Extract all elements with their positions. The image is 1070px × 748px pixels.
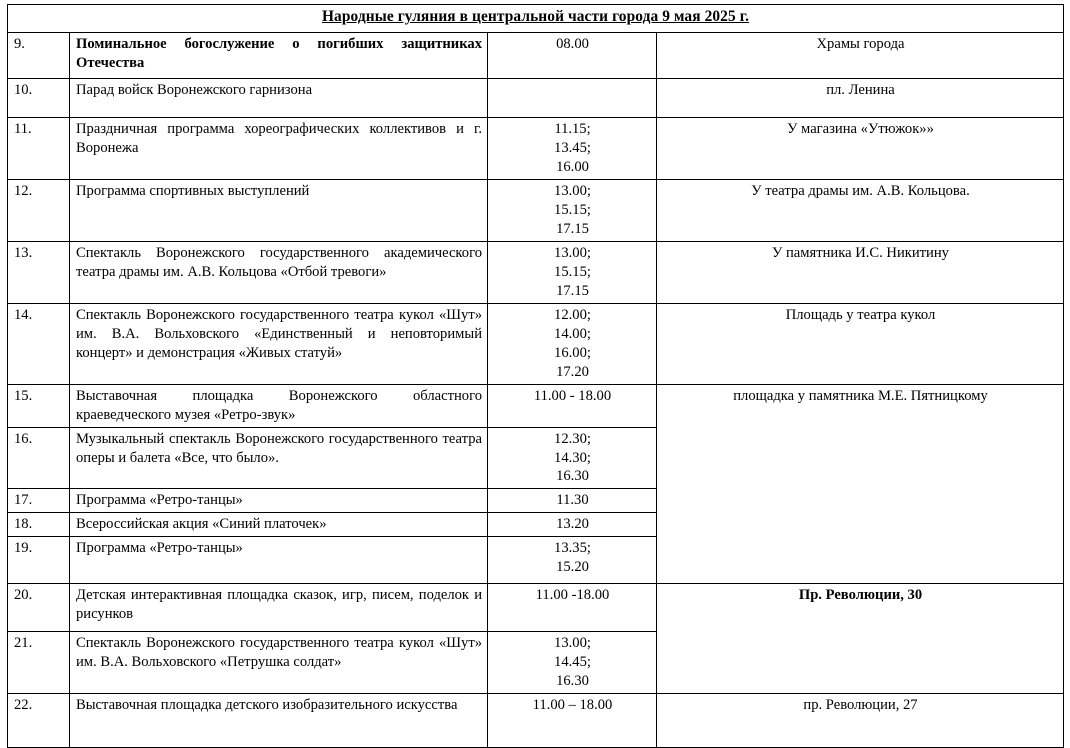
time-value: 15.20	[556, 559, 589, 576]
row-number-cell: 21.	[8, 632, 70, 694]
table-body	[8, 5, 1064, 33]
event-times-cell	[488, 79, 657, 118]
time-value: 11.00 – 18.00	[532, 697, 613, 714]
time-value: 17.20	[556, 363, 589, 380]
time-value: 13.00;	[554, 244, 591, 261]
row-number-cell: 18.	[8, 513, 70, 537]
table-row	[8, 694, 1064, 748]
event-description-cell: Спектакль Воронежского государственного академического театра драмы им. А.В. Кольцова «Отбой тревоги»	[70, 241, 488, 303]
time-value: 08.00	[556, 36, 589, 52]
event-description-cell: Поминальное богослужение о погибших защитниках Отечества	[70, 33, 488, 79]
time-value: 14.00;	[554, 325, 591, 342]
time-value: 14.30;	[554, 449, 591, 466]
table-row	[8, 384, 1064, 427]
table-row	[8, 118, 1064, 180]
time-value: 15.15;	[554, 201, 591, 218]
event-description-cell: Выставочная площадка детского изобразительного искусства	[70, 694, 488, 748]
time-value: 15.15;	[554, 263, 591, 280]
row-number-cell: 17.	[8, 489, 70, 513]
time-value: 12.30;	[554, 430, 591, 447]
event-location-cell: пл. Ленина	[657, 79, 1064, 118]
time-value: 11.00 - 18.00	[533, 387, 612, 404]
table-row	[8, 179, 1064, 241]
time-value: 11.30	[556, 492, 589, 509]
row-number-cell: 15.	[8, 384, 70, 427]
event-times-cell	[488, 632, 657, 694]
event-description-cell: Программа «Ретро-танцы»	[70, 489, 488, 513]
time-value: 11.00 -18.00	[535, 587, 610, 604]
event-location-cell: Пр. Революции, 30	[657, 584, 1064, 694]
time-value: 13.35;	[554, 540, 591, 557]
time-value: 12.00;	[554, 306, 591, 323]
time-value: 14.45;	[554, 654, 591, 671]
row-number-cell: 22.	[8, 694, 70, 748]
event-times-cell	[488, 537, 657, 584]
event-description-cell: Праздничная программа хореографических коллективов и г. Воронежа	[70, 118, 488, 180]
event-times-cell	[488, 694, 657, 748]
event-location-cell: У театра драмы им. А.В. Кольцова.	[657, 179, 1064, 241]
time-value: 13.00;	[554, 182, 591, 199]
event-location-cell: площадка у памятника М.Е. Пятницкому	[657, 384, 1064, 584]
event-description-cell: Программа «Ретро-танцы»	[70, 537, 488, 584]
time-value: 16.30	[556, 673, 589, 690]
title-row	[8, 5, 1064, 33]
table-row	[8, 584, 1064, 632]
event-description-cell: Музыкальный спектакль Воронежского государственного театра оперы и балета «Все, что было».	[70, 427, 488, 489]
event-description-cell: Программа спортивных выступлений	[70, 179, 488, 241]
row-number-cell: 16.	[8, 427, 70, 489]
event-description-cell: Парад войск Воронежского гарнизона	[70, 79, 488, 118]
document-title-cell	[8, 5, 1064, 33]
event-location-cell: Храмы города	[657, 33, 1064, 79]
event-description-cell: Всероссийская акция «Синий платочек»	[70, 513, 488, 537]
event-location-cell: У памятника И.С. Никитину	[657, 241, 1064, 303]
event-times-cell	[488, 303, 657, 384]
event-times-cell	[488, 384, 657, 427]
event-description-cell: Спектакль Воронежского государственного театра кукол «Шут» им. В.А. Вольховского «Петрушка солдат»	[70, 632, 488, 694]
time-value: 11.15;	[554, 121, 591, 137]
event-times-cell	[488, 33, 657, 79]
event-times-cell	[488, 489, 657, 513]
row-number-cell: 14.	[8, 303, 70, 384]
events-schedule-table	[7, 4, 1064, 748]
time-value: 13.00;	[554, 635, 591, 652]
time-value: 16.00	[556, 158, 589, 175]
event-location-cell: У магазина «Утюжок»»	[657, 118, 1064, 180]
row-number-cell: 20.	[8, 584, 70, 632]
event-description-cell: Выставочная площадка Воронежского областного краеведческого музея «Ретро-звук»	[70, 384, 488, 427]
row-number-cell: 12.	[8, 179, 70, 241]
row-number-cell: 13.	[8, 241, 70, 303]
event-location-cell: Площадь у театра кукол	[657, 303, 1064, 384]
table-row	[8, 79, 1064, 118]
event-times-cell	[488, 584, 657, 632]
event-times-cell	[488, 118, 657, 180]
document-page	[0, 4, 1070, 714]
event-description-cell: Спектакль Воронежского государственного театра кукол «Шут» им. В.А. Вольховского «Единственный и неповторимый концерт» и демонстрация «Живых статуй»	[70, 303, 488, 384]
schedule-rows	[8, 33, 1064, 748]
page-title: Народные гуляния в центральной части города 9 мая 2025 г.	[321, 8, 750, 25]
time-value: 13.20	[556, 516, 589, 533]
event-times-cell	[488, 427, 657, 489]
event-times-cell	[488, 241, 657, 303]
time-value: 16.00;	[554, 344, 591, 361]
row-number-cell: 19.	[8, 537, 70, 584]
row-number-cell: 11.	[8, 118, 70, 180]
time-value: 13.45;	[554, 139, 591, 156]
row-number-cell: 10.	[8, 79, 70, 118]
event-location-cell: пр. Революции, 27	[657, 694, 1064, 748]
table-row	[8, 241, 1064, 303]
time-value: 17.15	[556, 282, 589, 299]
event-description-cell: Детская интерактивная площадка сказок, игр, писем, поделок и рисунков	[70, 584, 488, 632]
table-row	[8, 303, 1064, 384]
event-times-cell	[488, 513, 657, 537]
table-row	[8, 33, 1064, 79]
row-number-cell: 9.	[8, 33, 70, 79]
time-value: 17.15	[556, 220, 589, 237]
time-value: 16.30	[556, 468, 589, 485]
event-times-cell	[488, 179, 657, 241]
